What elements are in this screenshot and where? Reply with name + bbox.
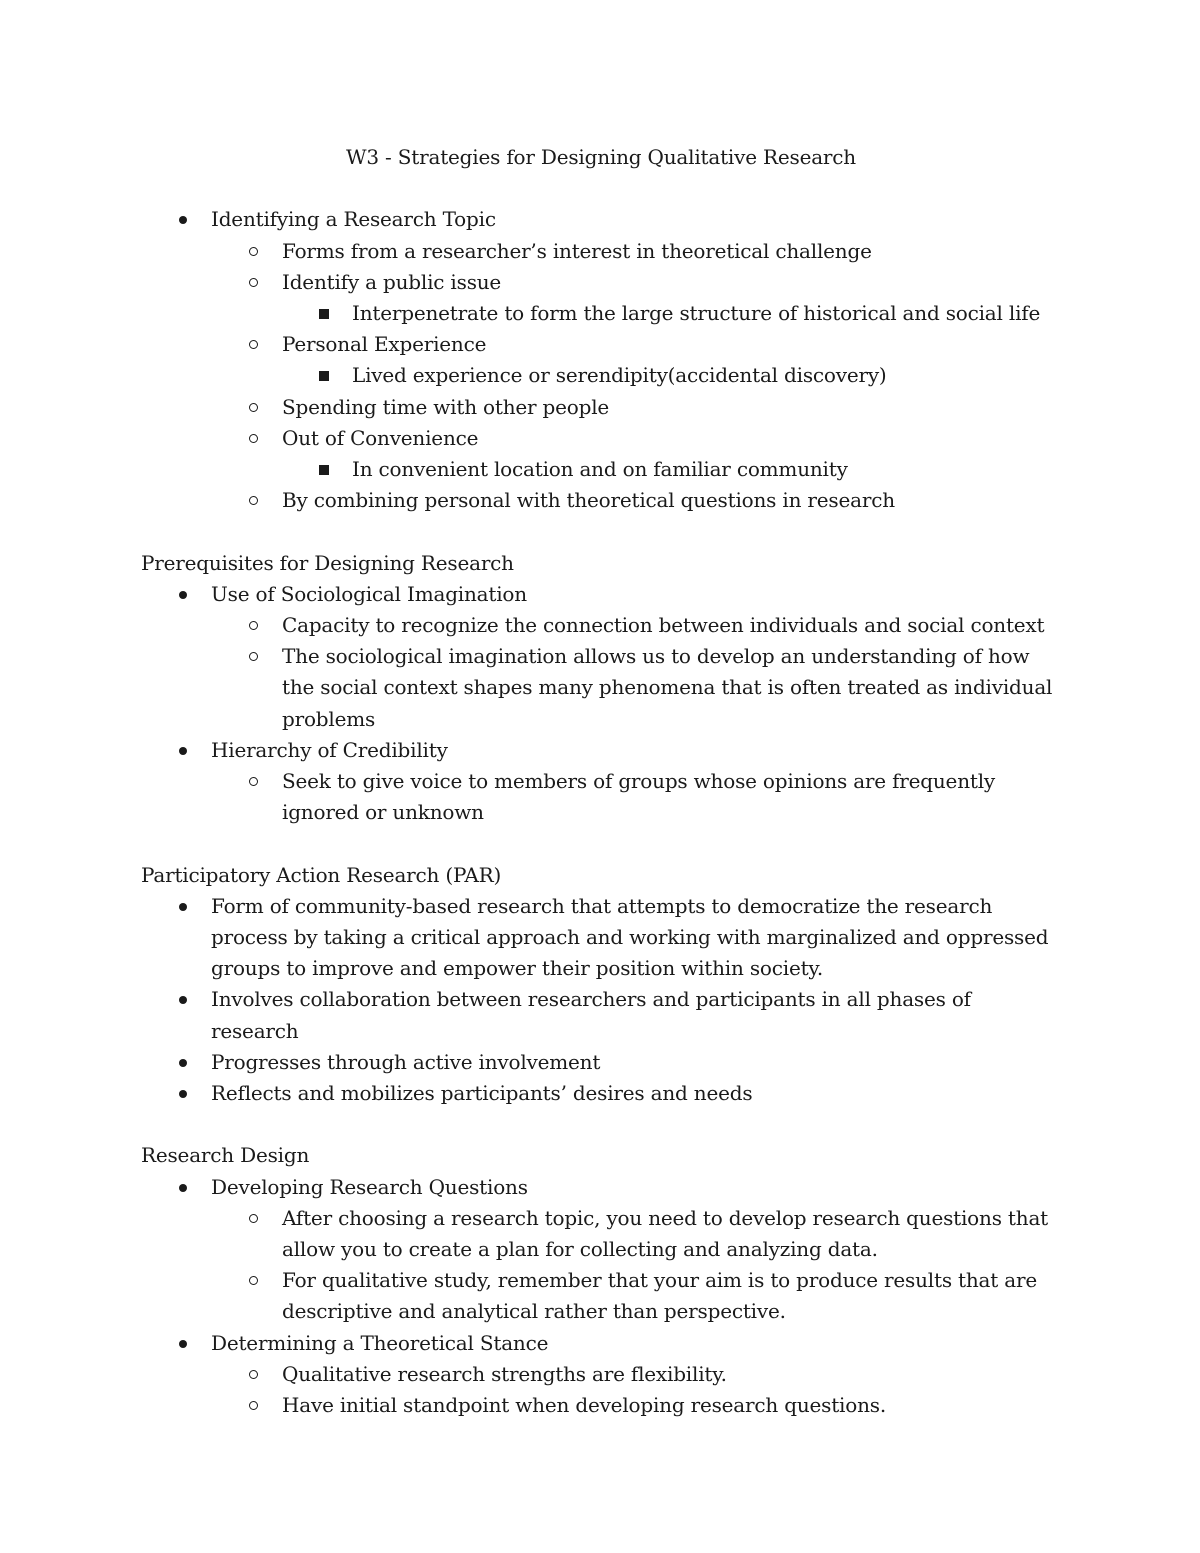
sub-list [141, 766, 1061, 828]
hollow-bullet-icon [249, 621, 258, 630]
list-item: In convenient location and on familiar community [141, 454, 1061, 485]
list-item: Progresses through active involvement [141, 1047, 1061, 1078]
hollow-bullet-icon [249, 1370, 258, 1379]
list-item: For qualitative study, remember that your aim is to produce results that are descriptive and analytical rather than perspective. [141, 1265, 1061, 1327]
par-list [141, 891, 1061, 1109]
hollow-bullet-icon [249, 1214, 258, 1223]
square-bullet-icon [319, 309, 329, 319]
list-item: Form of community-based research that attempts to democratize the research process by taking a critical approach and working with marginalized and oppressed groups to improve and empower their position within society. [141, 891, 1061, 985]
research-design-list [141, 1172, 1061, 1422]
paragraph-spacer [141, 516, 1061, 547]
hollow-bullet-icon [249, 340, 258, 349]
sub-sub-list [141, 298, 1061, 329]
sub-sub-list [141, 360, 1061, 391]
list-item: Qualitative research strengths are flexibility. [141, 1359, 1061, 1390]
paragraph-spacer [141, 1109, 1061, 1140]
filled-bullet-icon [179, 996, 187, 1004]
section-heading: Prerequisites for Designing Research [141, 550, 514, 575]
filled-bullet-icon [179, 1090, 187, 1098]
sub-list [141, 1203, 1061, 1328]
sub-sub-list [141, 454, 1061, 485]
filled-bullet-icon [179, 747, 187, 755]
list-item: Identify a public issue Interpenetrate to form the large structure of historical and social life [141, 267, 1061, 329]
document-content [141, 142, 1061, 1421]
filled-bullet-icon [179, 1340, 187, 1348]
hollow-bullet-icon [249, 496, 258, 505]
list-item: Personal Experience Lived experience or serendipity(accidental discovery) [141, 329, 1061, 391]
sub-list [141, 1359, 1061, 1421]
list-item: Hierarchy of Credibility Seek to give voice to members of groups whose opinions are frequently ignored or unknown [141, 735, 1061, 829]
list-item: The sociological imagination allows us to develop an understanding of how the social context shapes many phenomena that is often treated as individual problems [141, 641, 1061, 735]
list-item: Identifying a Research Topic Forms from a researcher’s interest in theoretical challenge Identify a public issue Interpenetrate to form the large structure of historical and social life Personal Experience Lived experience or serendipity(accidental discovery) Spending time with other people Out of Convenience In convenient location and on familiar community By combining personal with theoretical questions in research [141, 204, 1061, 516]
section-heading: Research Design [141, 1143, 310, 1168]
list-item: Reflects and mobilizes participants’ desires and needs [141, 1078, 1061, 1109]
filled-bullet-icon [179, 1184, 187, 1192]
hollow-bullet-icon [249, 1401, 258, 1410]
square-bullet-icon [319, 465, 329, 475]
filled-bullet-icon [179, 1059, 187, 1067]
list-item: Spending time with other people [141, 392, 1061, 423]
paragraph-spacer [141, 828, 1061, 859]
list-item: Determining a Theoretical Stance Qualitative research strengths are flexibility. Have initial standpoint when developing research questions. [141, 1328, 1061, 1422]
filled-bullet-icon [179, 591, 187, 599]
list-item: By combining personal with theoretical questions in research [141, 485, 1061, 516]
sub-list [141, 610, 1061, 735]
hollow-bullet-icon [249, 434, 258, 443]
filled-bullet-icon [179, 216, 187, 224]
hollow-bullet-icon [249, 247, 258, 256]
square-bullet-icon [319, 371, 329, 381]
list-item: Capacity to recognize the connection between individuals and social context [141, 610, 1061, 641]
hollow-bullet-icon [249, 278, 258, 287]
list-item: Seek to give voice to members of groups whose opinions are frequently ignored or unknown [141, 766, 1061, 828]
list-item: Out of Convenience In convenient location and on familiar community [141, 423, 1061, 485]
list-item: Involves collaboration between researchers and participants in all phases of research [141, 984, 1061, 1046]
list-item: Have initial standpoint when developing research questions. [141, 1390, 1061, 1421]
list-item: Lived experience or serendipity(accidental discovery) [141, 360, 1061, 391]
list-item: Developing Research Questions After choosing a research topic, you need to develop research questions that allow you to create a plan for collecting and analyzing data. For qualitative study, remember that your aim is to produce results that are descriptive and analytical rather than perspective. [141, 1172, 1061, 1328]
sub-list [141, 236, 1061, 517]
section-heading: Participatory Action Research (PAR) [141, 862, 502, 887]
filled-bullet-icon [179, 903, 187, 911]
hollow-bullet-icon [249, 403, 258, 412]
list-item: Forms from a researcher’s interest in theoretical challenge [141, 236, 1061, 267]
hollow-bullet-icon [249, 652, 258, 661]
document-title: W3 - Strategies for Designing Qualitative Research [346, 145, 856, 169]
list-item: Use of Sociological Imagination Capacity to recognize the connection between individuals and social context The sociological imagination allows us to develop an understanding of how the social context shapes many phenomena that is often treated as individual problems [141, 579, 1061, 735]
hollow-bullet-icon [249, 777, 258, 786]
list-item: After choosing a research topic, you need to develop research questions that allow you to create a plan for collecting and analyzing data. [141, 1203, 1061, 1265]
prerequisites-list [141, 579, 1061, 829]
list-item: Interpenetrate to form the large structure of historical and social life [141, 298, 1061, 329]
topic-list [141, 204, 1061, 516]
hollow-bullet-icon [249, 1276, 258, 1285]
